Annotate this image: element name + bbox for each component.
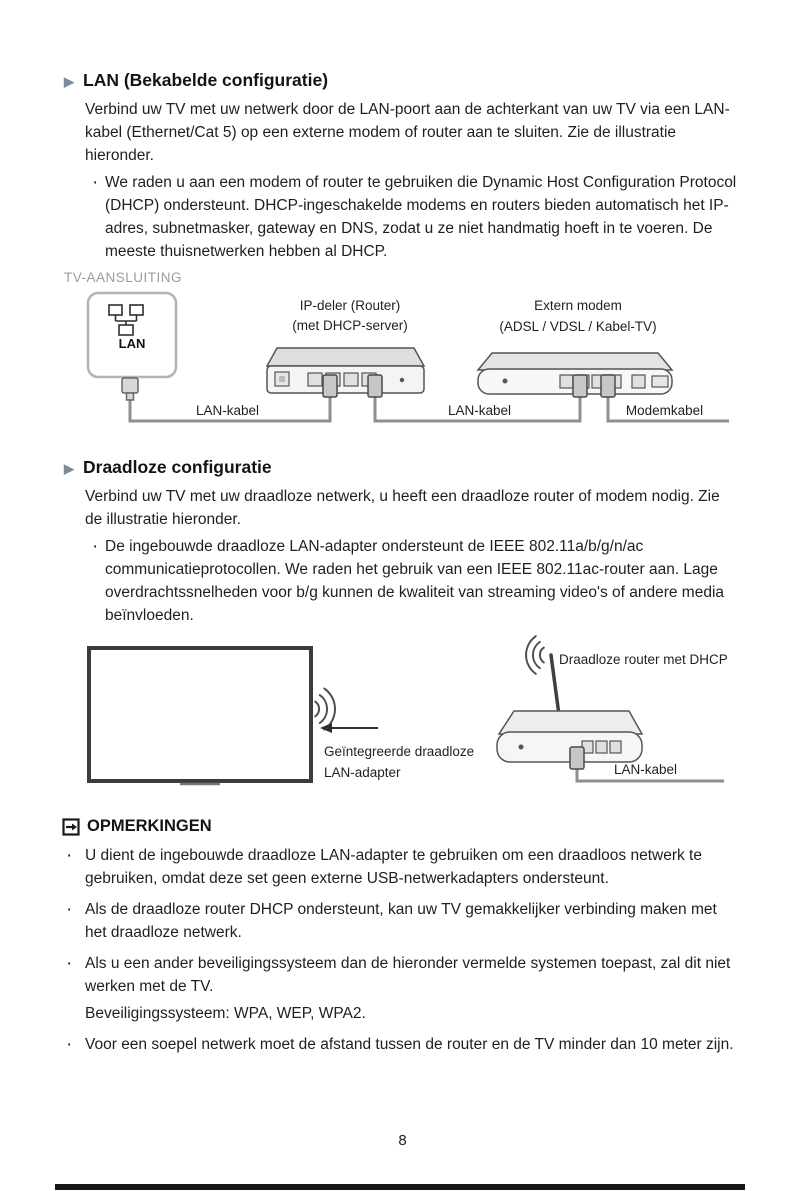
lan-bullet-item <box>92 171 737 263</box>
modem-illustration <box>478 353 672 397</box>
adapter-label-line2: LAN-adapter <box>324 765 401 780</box>
note-text-2: Als de draadloze router DHCP ondersteunt, kan uw TV gemakkelijker verbinding maken met het draadloze netwerk. <box>85 901 717 941</box>
notes-icon <box>62 818 80 836</box>
modem-label-line1: Extern modem <box>534 298 622 313</box>
note-item <box>62 1033 737 1056</box>
wireless-router-label: Draadloze router met DHCP <box>559 652 728 667</box>
lan-intro-paragraph: Verbind uw TV met uw netwerk door de LAN-poort aan de achterkant van uw TV via een LAN-kabel (Ethernet/Cat 5) op een externe modem of router aan te sluiten. Zie de illustratie hieronder. <box>85 101 730 164</box>
wireless-section-title <box>62 457 737 478</box>
section-wireless <box>62 457 737 627</box>
note-text-3: Als u een ander beveiligingssysteem dan de hieronder vermelde systemen toepast, zal dit niet werken met de TV. <box>85 955 731 995</box>
note-item <box>62 952 737 998</box>
lan-cable-label-2: LAN-kabel <box>447 403 512 418</box>
modem-cable-label: Modemkabel <box>625 403 704 418</box>
bullet-dot-icon: · <box>66 845 73 866</box>
bullet-dot-icon: · <box>66 953 73 974</box>
wireless-lan-cable-label: LAN-kabel <box>614 762 678 777</box>
lan-port-label: LAN <box>118 336 146 351</box>
adapter-label-line1: Geïntegreerde draadloze <box>324 744 475 759</box>
tv-connection-caption: TV-AANSLUITING <box>64 270 183 285</box>
router-label-line1: IP-deler (Router) <box>299 298 401 313</box>
note-text-1: U dient de ingebouwde draadloze LAN-adapter te gebruiken om een draadloos netwerk te gebruiken, omdat deze set geen externe USB-netwerkadapters ondersteunt. <box>85 847 702 887</box>
security-systems-line: Beveiligingssysteem: WPA, WEP, WPA2. <box>85 1005 366 1022</box>
modem-label-line2: (ADSL / VDSL / Kabel-TV) <box>499 319 657 334</box>
router-plug <box>570 747 584 769</box>
wired-connection-diagram <box>62 269 737 437</box>
bullet-dot-icon: · <box>66 1034 73 1055</box>
adapter-arrow-icon <box>320 723 378 733</box>
lan-section-title <box>62 70 737 91</box>
router-label-line2: (met DHCP-server) <box>292 318 408 333</box>
section-notes <box>62 817 737 1056</box>
lan-title-text: LAN (Bekabelde configuratie) <box>83 70 329 90</box>
section-arrow-icon: ▶ <box>64 74 74 89</box>
wireless-bullet-text: De ingebouwde draadloze LAN-adapter ondersteunt de IEEE 802.11a/b/g/n/ac communicatieprotocollen. We raden het gebruik van een IEEE 802.11ac-router aan. Lage overdrachtssnelheden voor b/g kunnen de kwaliteit van streaming video's of andere media beïnvloeden. <box>105 538 725 624</box>
section-lan <box>62 70 737 263</box>
wifi-waves-icon <box>315 689 335 730</box>
wireless-bullet-item <box>92 535 737 627</box>
wireless-title-text: Draadloze configuratie <box>83 457 272 477</box>
wireless-intro-paragraph: Verbind uw TV met uw draadloze netwerk, u heeft een draadloze router of modem nodig. Zie de illustratie hieronder. <box>85 488 720 528</box>
note-text-4: Voor een soepel netwerk moet de afstand tussen de router en de TV minder dan 10 meter zijn. <box>85 1036 734 1053</box>
bullet-dot-icon: · <box>92 536 99 557</box>
note-item <box>62 898 737 944</box>
section-arrow-icon: ▶ <box>64 461 74 476</box>
lan-bullet-text: We raden u aan een modem of router te gebruiken die Dynamic Host Configuration Protocol (DHCP) ondersteunt. DHCP-ingeschakelde modems en routers bieden automatisch het IP-adres, subnetmasker, gateway en DNS, zodat u ze niet handmatig hoeft in te voeren. De meeste thuisnetwerken hebben al DHCP. <box>105 174 737 260</box>
bullet-dot-icon: · <box>92 172 99 193</box>
bullet-dot-icon: · <box>66 899 73 920</box>
tv-illustration <box>89 648 311 784</box>
notes-title: OPMERKINGEN <box>87 817 212 835</box>
lan-cable-label-1: LAN-kabel <box>195 403 260 418</box>
page-bottom-edge <box>55 1184 745 1190</box>
page-number: 8 <box>398 1132 407 1149</box>
notes-header <box>62 817 737 836</box>
lan-plug <box>122 378 138 393</box>
note-item <box>62 844 737 890</box>
router-illustration <box>267 348 424 397</box>
wireless-connection-diagram <box>62 631 737 803</box>
antenna-waves-icon <box>526 636 544 674</box>
